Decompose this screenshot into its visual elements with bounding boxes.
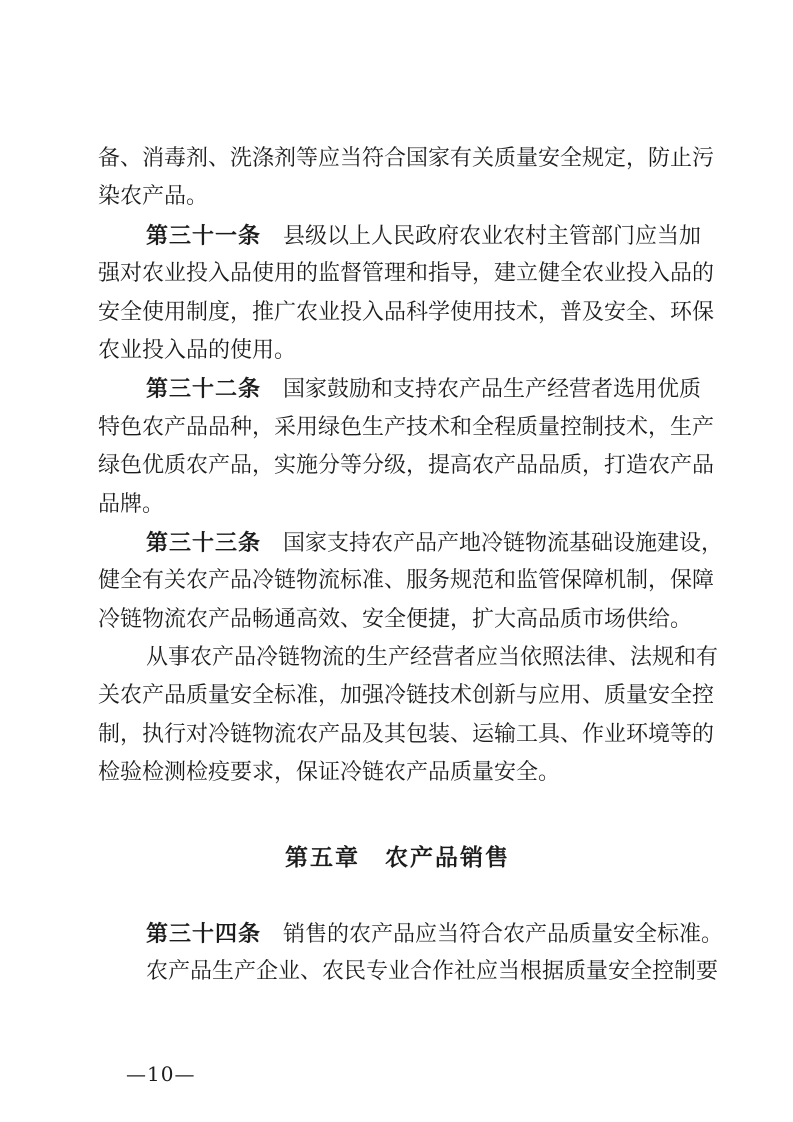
- chapter-heading: 第五章 农产品销售: [285, 843, 510, 871]
- article-number-label: 第三十三条: [146, 529, 262, 556]
- article-paragraph: [98, 524, 724, 639]
- body-paragraph: [98, 140, 715, 217]
- text-line: 特色农产品品种，采用绿色生产技术和全程质量控制技术，生产: [98, 414, 715, 440]
- article-number-label: 第三十二条: [146, 376, 262, 403]
- text-line: 从事农产品冷链物流的生产经营者应当依照法律、法规和有: [146, 645, 719, 671]
- text-line: 健全有关农产品冷链物流标准、服务规范和监管保障机制，保障: [98, 568, 715, 594]
- text-line: 染农产品。: [98, 184, 209, 210]
- text-line: 安全使用制度，推广农业投入品科学使用技术，普及安全、环保: [98, 299, 715, 325]
- text-line: 备、消毒剂、洗涤剂等应当符合国家有关质量安全规定，防止污: [98, 146, 715, 171]
- text-line: 强对农业投入品使用的监督管理和指导，建立健全农业投入品的: [98, 261, 715, 287]
- article-paragraph: [98, 217, 715, 371]
- article-paragraph: [98, 915, 724, 992]
- text-line: [98, 915, 724, 953]
- article-paragraph: [98, 370, 715, 524]
- text-line: [98, 524, 724, 562]
- text-line: 品牌。: [98, 491, 165, 517]
- text-line: 绿色优质农产品，实施分等分级，提高农产品品质，打造农产品: [98, 453, 715, 479]
- article-number-label: 第三十四条: [146, 921, 262, 948]
- text-line: 冷链物流农产品畅通高效、安全便捷，扩大高品质市场供给。: [98, 606, 693, 632]
- article-first-line-text: 县级以上人民政府农业农村主管部门应当加: [283, 223, 702, 249]
- text-line: 检验检测检疫要求，保证冷链农产品质量安全。: [98, 760, 561, 786]
- text-line: 关农产品质量安全标准，加强冷链技术创新与应用、质量安全控: [98, 683, 715, 709]
- text-line: [98, 217, 702, 255]
- text-line: 农产品生产企业、农民专业合作社应当根据质量安全控制要: [146, 959, 719, 985]
- text-line: 农业投入品的使用。: [98, 337, 297, 363]
- body-paragraph: [98, 639, 719, 793]
- page-number: —10—: [126, 1062, 196, 1086]
- article-first-line-text: 国家鼓励和支持农产品生产经营者选用优质: [283, 377, 702, 403]
- article-first-line-text: 销售的农产品应当符合农产品质量安全标准。: [283, 922, 724, 948]
- article-first-line-text: 国家支持农产品产地冷链物流基础设施建设，: [283, 530, 724, 556]
- article-number-label: 第三十一条: [146, 222, 262, 249]
- text-line: 制，执行对冷链物流农产品及其包装、运输工具、作业环境等的: [98, 721, 715, 747]
- text-line: [98, 370, 702, 408]
- document-body: [98, 140, 724, 992]
